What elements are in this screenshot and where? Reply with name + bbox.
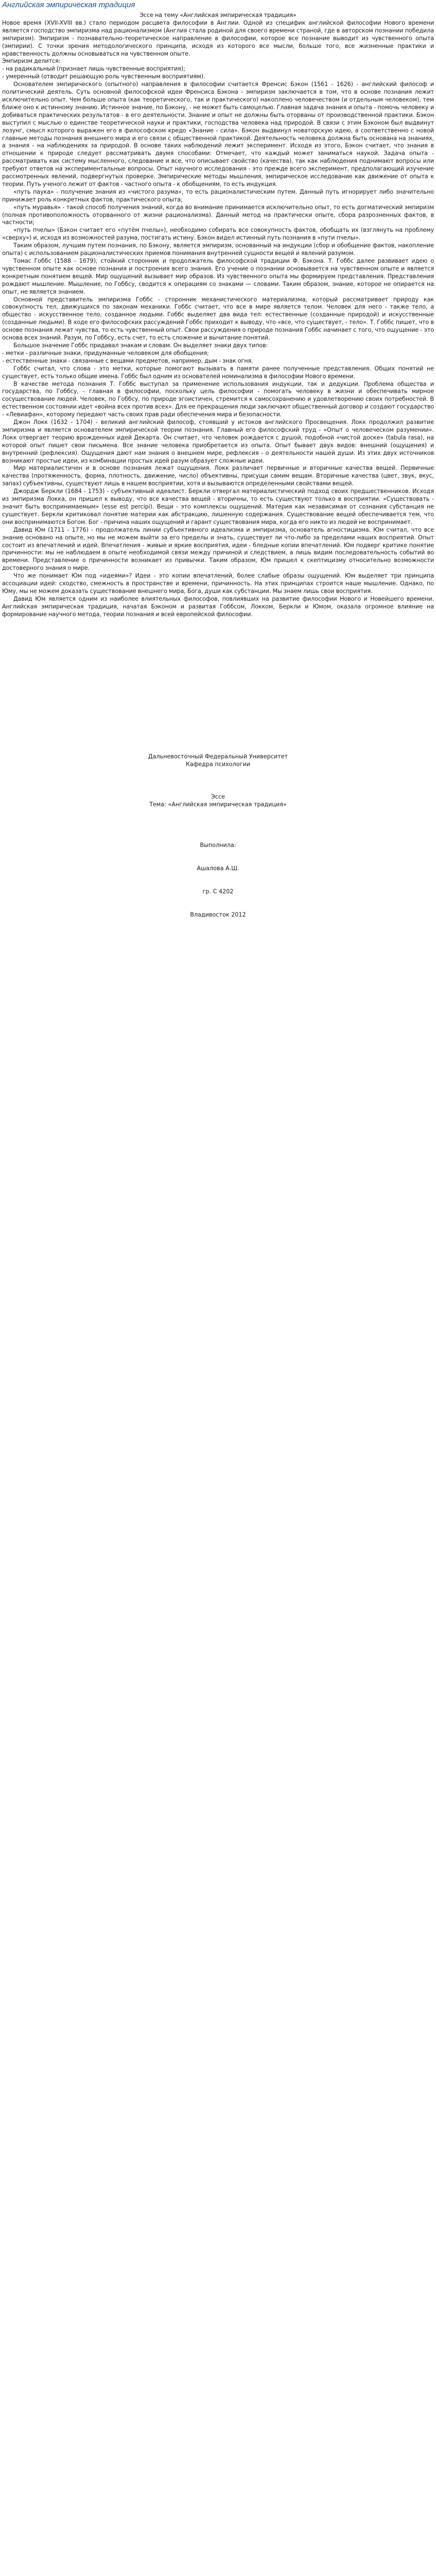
performed-by-label: Выполнила: <box>200 841 236 849</box>
document-title: Английская эмпирическая традиция <box>2 1 135 9</box>
paragraph: «путь паука» - получение знания из «чистого разума», то есть рационалистическим путем. Данный путь игнорирует либо значительно принижает роль конкретных фактов, практического опыта; <box>2 188 434 203</box>
paragraph: - метки - различные знаки, придуманные человеком для обобщения; <box>2 349 209 357</box>
group-number: гр. С 4202 <box>202 888 234 895</box>
paragraph: Джордж Беркли (1684 - 1753) - субъективный идеалист. Беркли отвергал материалистический подход своих предшественников. Исходя из эмпиризма Локка, он пришел к выводу, что все качества вещей - вторичны, то есть существуют только в восприятии. «Существовать - значит быть воспринимаемым» (esse est percipi). Вещи - это комплексы ощущений. Материя как независимая от сознания субстанция не существует. Беркли критиковал понятие материи как абстракцию, лишенную содержания. Существование вещей обеспечивается тем, что они воспринимаются Богом. Бог - причина наших ощущений и гарант существования мира, когда его никто из людей не воспринимает. <box>2 488 434 526</box>
paragraph: «путь пчелы» (Бэкон считает его «путём пчелы»), необходимо собирать все совокупность фактов, обобщать их (взглянуть на проблему «сверху») и, исходя из возможностей разума, постигать истину. Бэкон видел истинный путь познания в «пути пчелы». <box>2 227 434 242</box>
paragraph: Джон Локк (1632 - 1704) - великий английский философ, стоявший у истоков английского Просвещения. Локк продолжил развитие эмпиризма и является основателем эмпирической теории познания. Главный его философский труд - «Опыт о человеческом разумении». Локк отвергает теорию врожденных идей Декарта. Он считает, что человек рождается с душой, подобной «чистой доске» (tabula rasa), на которой опыт пишет свои письмена. Все знание человека приобретается из опыта. Опыт бывает двух видов: внешний (ощущения) и внутренний (рефлексия). Ощущения дают нам знания о внешнем мире, рефлексия - о деятельности нашей души. Из этих двух источников возникают простые идеи, из комбинации простых идей разум образует сложные идеи. <box>2 419 434 464</box>
paragraph: Основателем эмпирического (опытного) направления в философии считается Френсис Бэкон (1561 - 1626) - английский философ и политический деятель. Суть основной философской идеи Френсиса Бэкона - эмпиризм заключается в том, что в основе познания лежит исключительно опыт. Чем больше опыта (как теоретического, так и практического) накоплено человечеством (и отдельным человеком), тем ближе оно к истинному знанию. Истинное знание, по Бэкону, - не может быть самоцелью. Главная задача знания и опыта - помочь человеку и добиваться практических результатов - в его деятельности. Знание и опыт не должны быть оторваны от производственной практики. Бэкон выступил с мыслью о единстве теоретической науки и практики, господства человека над природой. В связи с этим Бэконом был выдвинут лозунг, смысл которого выражен его в философском кредо «Знание - сила». Бэкон выдвинул новаторскую идею, а соответственно с новой главные методы познания внешнего мира и его связи с общественной практикой. Деятельность человека должна быть основана на знаниях, а знания - на наблюдениях за природой. В основе таких наблюдений лежит эксперимент. Исходя из этого, Бэкон считает, что знания в отношении к природе следует рассматривать двумя способами: Отмечает, что каждый может заниматься наукой. Задача опыта - рассматривать как систему мысленного, следование и все, что описывает свойство (качества), так как наблюдения поднимают вопросы или требуют ответов на экспериментальные вопросы. Опыт научного исследования - это прежде всего эксперимент, предполагающий изучение рассмотренных явлений, подвергнутых проверке. Эмпирические методы мышления, эмпирическое исследование как движение от опыта к теории. Путь ученого лежит от фактов - частного опыта - к обобщениям, то есть индукция. <box>2 81 434 188</box>
paragraph: Давид Юм (1711 - 1776) - продолжатель линии субъективного идеализма и эмпиризма, основатель агностицизма. Юм считал, что все знание основано на опыте, но мы не можем выйти за его пределы и знать, существует ли что-либо за пределами наших восприятий. Опыт состоит из впечатлений и идей. Впечатления - живые и яркие восприятия, идеи - бледные копии впечатлений. Юм подверг критике понятие причинности: мы не наблюдаем в опыте необходимой связи между причиной и следствием, а лишь видим последовательность событий во времени. Представление о причинности возникает из привычки. Таким образом, Юм пришел к скептицизму относительно возможности достоверного знания о мире. <box>2 526 434 572</box>
paragraph: Основной представитель эмпиризма Гоббс - сторонник механистического материализма, который рассматривает природу как совокупность тел, движущихся по законам механики. Гоббс считает, что все в мире является телом. Человек для него - также тело, а общество - искусственное тело, созданное людьми. Гоббс выделяет два вида тел: естественные (созданные природой) и искусственные (созданные людьми). В ходе его философских рассуждений Гоббс приходит к выводу, что «все, что существует, - тело». Т. Гоббс пишет, что в основе познания лежат чувства, то есть чувственный опыт. Свои рассуждения о природе познания Гоббс начинает с того, что ощущение - это основа всех знаний. Разум, по Гоббсу, есть счет, то есть сложение и вычитание понятий. <box>2 296 434 342</box>
paragraph: Таким образом, лучшим путем познания, по Бэкону, является эмпиризм, основанный на индукции (сбор и обобщение фактов, накопление опыта) с использованием рационалистических приемов понимания внутренней сущности вещей и явлений разумом. <box>2 242 434 257</box>
institution-name: Дальневосточный Федеральный Университет <box>148 753 288 760</box>
paragraph: - умеренный (отводит решающую роль чувственным восприятиям). <box>2 73 205 80</box>
paragraph: Давид Юм является одним из наиболее влиятельных философов, повлиявших на развитие философии Нового и Новейшего времени. Английская эмпирическая традиция, начатая Бэконом и развитая Гоббсом, Локком, Беркли и Юмом, оказала огромное влияние на формирование научного метода, теории познания и всей европейской философии. <box>2 595 434 618</box>
paragraph: В качестве метода познания Т. Гоббс выступал за применение использования индукции, так и дедукции. Проблема общества и государства, по Гоббсу, - главная в философии, поскольку цель философии - помогать человеку в жизни и обеспечивать мирное сосуществование людей. Человек, по Гоббсу, по природе эгоистичен, стремится к самосохранению и удовлетворению своих потребностей. В естественном состоянии идет «война всех против всех». Для ее прекращения люди заключают общественный договор и создают государство - «Левиафан», которому передают часть своих прав ради обеспечения мира и безопасности. <box>2 380 434 418</box>
paragraph: Новое время (XVII-XVIII вв.) стало периодом расцвета философии в Англии. Одной из специфик английской философии Нового времени является господство эмпиризма над рационализмом (Англия стала родиной для своего времени страной, где в авторском познании победила эмпиризм). Эмпиризм - познавательно-теоретическое направление в философии, которое все познание выводит из чувственного опыта (эмпирии). С точки зрения методологического принципа, исходя из которого все мысли, больше того, все жизненные практики и нравственность должны основываться на чувственном опыте. <box>2 19 434 57</box>
department-name: Кафедра психологии <box>185 760 251 768</box>
paragraph: Гоббс считал, что слова - это метки, которые помогают вызывать в памяти ранее полученные представления. Общих понятий не существует, есть только общие имена. Гоббс был одним из основателей номинализма в философии Нового времени. <box>2 365 434 380</box>
paragraph: Большое значение Гоббс придавал знакам и словам. Он выделяет знаки двух типов: <box>13 342 268 349</box>
paragraph: Томас Гоббс (1588 - 1679), стойкий сторонник и продолжатель философской традиции Ф. Бэкона. Т. Гоббс далее развивает идею о чувственном опыте как основе познания и построения всего знания. Его учение о познании основывается на чувственном опыте и является конкретным понятием вещей. Мир ощущений вызывает мир образов. Из чувственного опыта мы формируем представления. Представления рождают мышление. Мышление, по Гоббсу, сводится к операциям со знаками — словами. Таким образом, знание, которое не опирается на опыт, не является знанием. <box>2 258 434 295</box>
city-year: Владивосток 2012 <box>190 911 246 918</box>
paragraph: - естественные знаки - связанные с вещами предметов, например, дым - знак огня. <box>2 357 253 364</box>
paragraph: Мир материалистичен и в основе познания лежат ощущения. Локк различает первичные и вторичные качества вещей. Первичные качества (протяженность, форма, плотность, движение, число) объективны, присущи самим вещам. Вторичные качества (цвет, звук, вкус, запах) субъективны, существуют лишь в нашем восприятии, хотя и вызываются определенными свойствами вещей. <box>2 465 434 487</box>
essay-topic: Тема: «Английская эмпирическая традиция» <box>149 801 287 808</box>
author-name: Ашалова А.Ш. <box>197 865 239 872</box>
paragraph: «путь муравья» - такой способ получения знаний, когда во внимание принимается исключительно опыт, то есть догматический эмпиризм (полная противоположность оторванного от жизни рационализма). Данный метод на практически опыте, сбора разрозненных фактов, в частности; <box>2 204 434 226</box>
genre-label: Эссе <box>211 793 225 800</box>
document-body <box>2 12 434 619</box>
paragraph: Что же понимает Юм под «идеями»? Идеи - это копии впечатлений, более слабые образы ощущений. Юм выделяет три принципа ассоциации идей: сходство, смежность в пространстве и времени, причинность. На этих принципах строится наше мышление. Однако, по Юму, мы не можем доказать существование внешнего мира, Бога, души как субстанции. Мы знаем лишь свои восприятия. <box>2 572 434 595</box>
document-page <box>0 0 436 919</box>
paragraph: - на радикальный (признает лишь чувственные восприятия); <box>2 65 185 73</box>
closing-block <box>2 753 434 919</box>
paragraph: Эмпиризм делится: <box>2 58 61 65</box>
paragraph: Эссе на тему «Английская эмпирическая традиция» <box>139 12 297 19</box>
